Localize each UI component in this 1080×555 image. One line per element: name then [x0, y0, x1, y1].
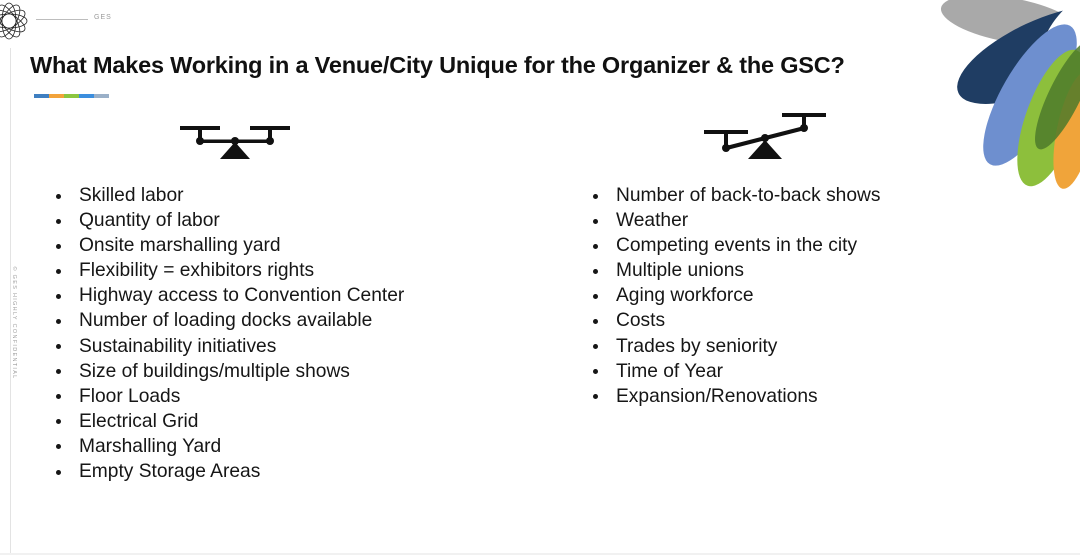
tipped-scale-icon: [704, 110, 828, 162]
list-item: Competing events in the city: [591, 233, 880, 258]
list-item: Time of Year: [591, 359, 880, 384]
list-item: Highway access to Convention Center: [54, 283, 404, 308]
ges-logo-icon: [0, 0, 32, 42]
list-item: Costs: [591, 308, 880, 333]
header-rule: [36, 19, 88, 20]
list-item: Onsite marshalling yard: [54, 233, 404, 258]
decorative-petals-graphic: [890, 0, 1080, 190]
list-item: Empty Storage Areas: [54, 459, 404, 484]
list-item: Aging workforce: [591, 283, 880, 308]
list-item: Quantity of labor: [54, 208, 404, 233]
list-item: Marshalling Yard: [54, 434, 404, 459]
title-accent-bar: [34, 94, 109, 98]
list-item: Sustainability initiatives: [54, 334, 404, 359]
list-item: Weather: [591, 208, 880, 233]
organizer-factors-list: [54, 183, 404, 484]
list-item: Number of loading docks available: [54, 308, 404, 333]
list-item: Size of buildings/multiple shows: [54, 359, 404, 384]
gsc-factors-list: [591, 183, 880, 409]
list-item: Expansion/Renovations: [591, 384, 880, 409]
brand-label: GES: [94, 14, 112, 21]
list-item: Floor Loads: [54, 384, 404, 409]
list-item: Trades by seniority: [591, 334, 880, 359]
list-item: Multiple unions: [591, 258, 880, 283]
balanced-scale-icon: [180, 120, 290, 162]
list-item: Number of back-to-back shows: [591, 183, 880, 208]
confidential-label: © GES HIGHLY CONFIDENTIAL: [11, 266, 17, 380]
list-item: Skilled labor: [54, 183, 404, 208]
list-item: Flexibility = exhibitors rights: [54, 258, 404, 283]
slide-title: What Makes Working in a Venue/City Unique for the Organizer & the GSC?: [30, 52, 845, 78]
list-item: Electrical Grid: [54, 409, 404, 434]
